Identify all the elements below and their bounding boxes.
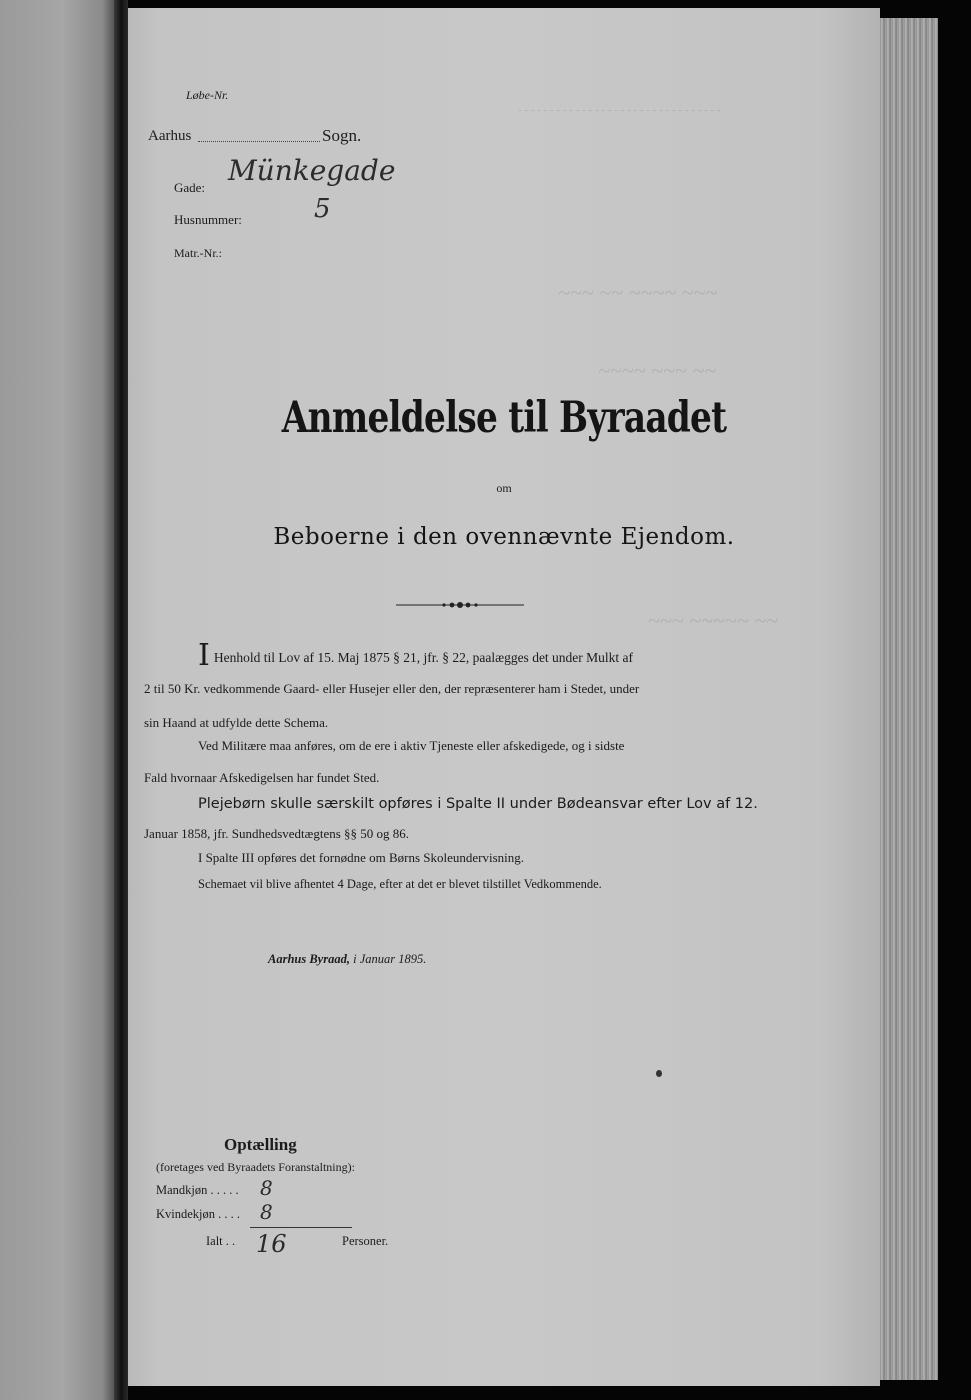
gade-value: Münkegade: [228, 154, 396, 187]
paragraph-1-line-3: sin Haand at udfylde dette Schema.: [144, 715, 329, 730]
ialt-label-text: Ialt: [206, 1234, 223, 1248]
left-page-edge: [0, 0, 114, 1400]
husnummer-label: Husnummer:: [174, 212, 242, 227]
matr-label: Matr.-Nr.:: [174, 246, 222, 260]
paragraph-3-line-1: Plejebørn skulle særskilt opføres i Spalte II under Bødeansvar efter Lov af 12.: [198, 796, 758, 812]
signature-date: i Januar 1895.: [353, 952, 427, 966]
paragraph-4: I Spalte III opføres det fornødne om Børns Skoleundervisning.: [198, 850, 525, 865]
sogn-line: [198, 141, 320, 142]
initial-letter: I: [198, 638, 210, 673]
gade-label: Gade:: [174, 180, 206, 195]
sum-rule: [250, 1227, 352, 1228]
optaelling-title: Optælling: [224, 1135, 297, 1154]
paragraph-5: Schemaet vil blive afhentet 4 Dage, efter at det er blevet tilstillet Vedkommende.: [198, 877, 602, 891]
om-text: om: [496, 481, 512, 495]
document-subtitle: Beboerne i den ovennævnte Ejendom.: [273, 524, 735, 550]
kvindekjon-value: 8: [260, 1200, 273, 1224]
bleed-through: ~~~ ~~ ~~~~ ~~~: [558, 280, 718, 305]
mandkjon-label: Mandkjøn . . . . .: [156, 1183, 239, 1197]
ialt-label: Ialt . .: [206, 1234, 236, 1248]
bleed-through: - - - - - - - - - - - - - - - - - - - - - - - - - - - - - - - -: [518, 104, 721, 116]
paragraph-2-line-1: Ved Militære maa anføres, om de ere i aktiv Tjeneste eller afskedigede, og i sidste: [198, 738, 625, 753]
bleed-through: ~~~ ~~~~~ ~~: [648, 608, 779, 633]
page-stack-edges: [880, 18, 938, 1380]
optaelling-subtitle: (foretages ved Byraadets Foranstaltning):: [156, 1160, 355, 1174]
ialt-value: 16: [256, 1230, 287, 1258]
personer-label: Personer.: [342, 1234, 389, 1248]
kvindekjon-label: Kvindekjøn . . . .: [156, 1207, 241, 1221]
mandkjon-value: 8: [260, 1176, 273, 1200]
paragraph-3-line-2: Januar 1858, jfr. Sundhedsvedtægtens §§ 50 og 86.: [144, 826, 410, 841]
book-gutter: [114, 0, 128, 1400]
kvindekjon-label-text: Kvindekjøn: [156, 1207, 216, 1221]
mandkjon-label-text: Mandkjøn: [156, 1183, 208, 1197]
ornament-divider: [396, 598, 524, 612]
lobe-nr-label: Løbe-Nr.: [186, 88, 229, 102]
signature-name: Aarhus Byraad,: [268, 952, 350, 966]
p1-line1-text: Henhold til Lov af 15. Maj 1875 § 21, jfr. § 22, paalægges det under Mulkt af: [213, 650, 634, 665]
ink-spot: [656, 1070, 662, 1077]
paragraph-2-line-2: Fald hvornaar Afskedigelsen har fundet Sted.: [144, 770, 380, 785]
city-label: Aarhus: [148, 128, 192, 144]
paragraph-1-line-2: 2 til 50 Kr. vedkommende Gaard- eller Husejer eller den, der repræsenterer ham i Stedet, under: [144, 681, 640, 696]
husnummer-value: 5: [314, 194, 331, 224]
document-page: [128, 8, 880, 1386]
sogn-label: Sogn.: [322, 126, 362, 145]
document-title: Anmeldelse til Byraadet: [281, 393, 727, 443]
signature-line: [268, 952, 426, 967]
paragraph-1-line-1: [198, 638, 634, 673]
bleed-through: ~~~~ ~~~ ~~: [598, 358, 717, 383]
